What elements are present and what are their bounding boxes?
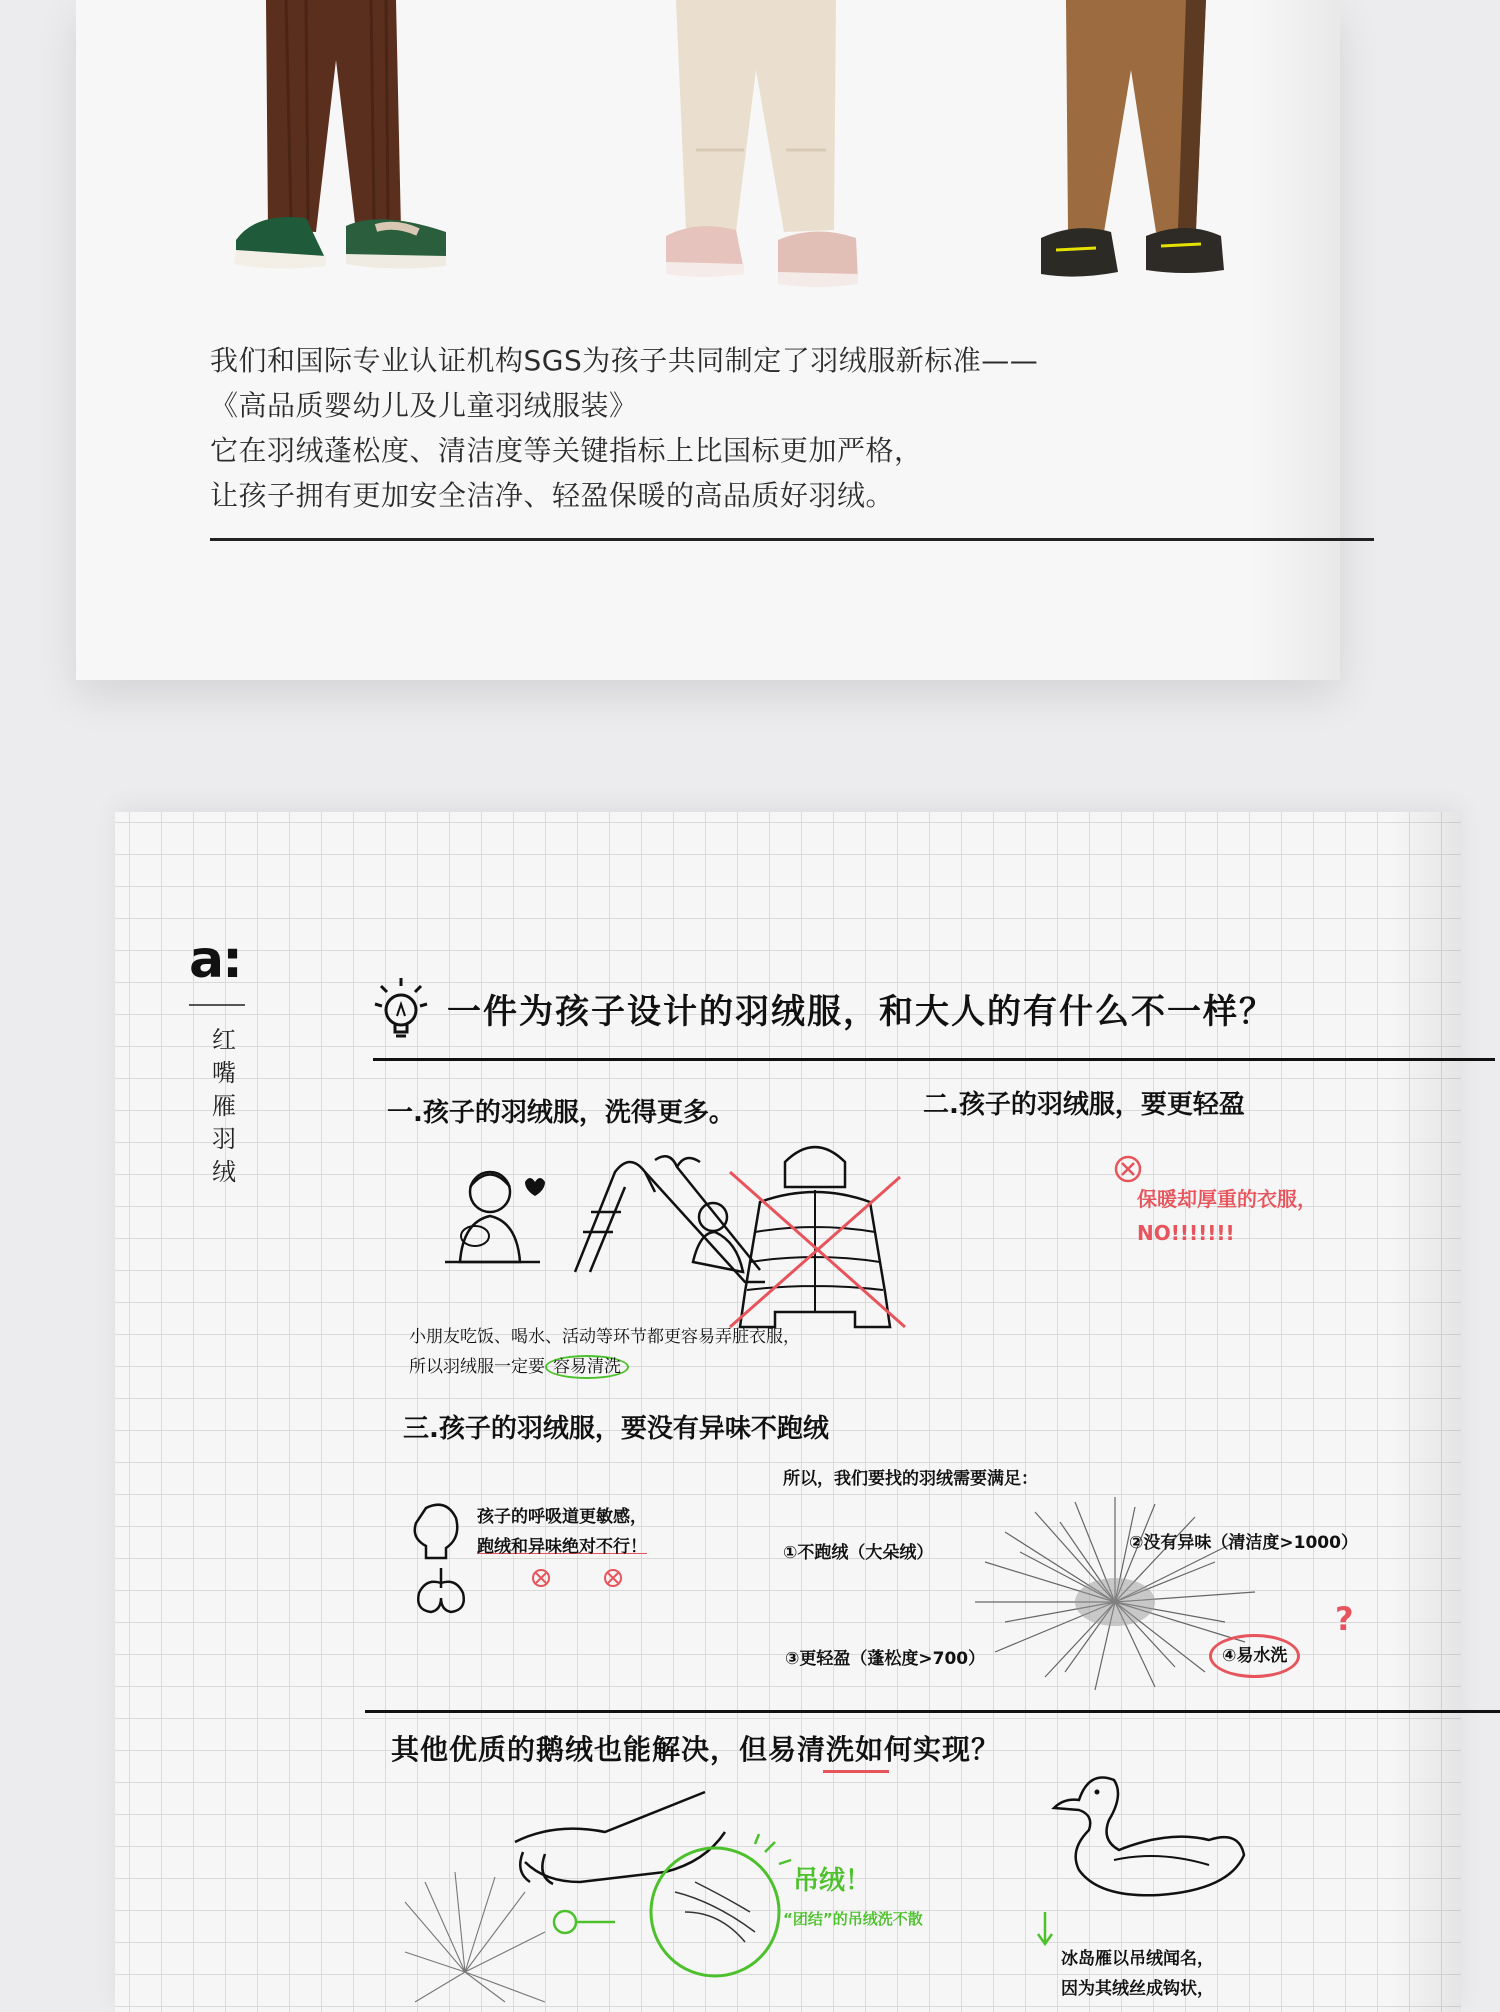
requirements-heading: 所以，我们要找的羽绒需要满足： <box>783 1469 1038 1489</box>
no-icons-small <box>529 1566 639 1590</box>
puffer-jacket-crossed-drawing <box>715 1132 915 1332</box>
kids-photo <box>196 0 1226 320</box>
hang-down-subtitle: “团结”的吊绒洗不散 <box>783 1910 923 1928</box>
requirement-3: ③更轻盈（蓬松度>700） <box>785 1649 986 1669</box>
intro-line-3: 它在羽绒蓬松度、清洁度等关键指标上比国标更加严格， <box>210 434 923 467</box>
lightbulb-icon <box>367 974 437 1044</box>
requirement-2: ②没有异味（清洁度>1000） <box>1129 1533 1358 1553</box>
section-2-title: 二.孩子的羽绒服，要更轻盈 <box>923 1090 1245 1120</box>
intro-line-1: 我们和国际专业认证机构SGS为孩子共同制定了羽绒服新标准—— <box>210 344 1039 377</box>
section-3-note: 孩子的呼吸道更敏感， 跑绒和异味绝对不行！ <box>477 1507 647 1557</box>
kid-left-legs <box>234 0 446 269</box>
second-question: 其他优质的鹅绒也能解决，但易清洗如何实现？ <box>391 1733 1001 1766</box>
logo-divider <box>189 1004 245 1006</box>
magnified-down-circle <box>635 1842 795 1982</box>
section-3-title: 三.孩子的羽绒服，要没有异味不跑绒 <box>403 1414 829 1444</box>
kid-middle-legs <box>666 0 858 287</box>
no-icon <box>1113 1154 1143 1184</box>
lungs-head-drawing <box>401 1498 481 1618</box>
intro-paragraph <box>210 338 1210 518</box>
question-underline <box>373 1058 1495 1061</box>
section-divider <box>365 1710 1500 1713</box>
hang-down-title: 吊绒！ <box>793 1866 872 1896</box>
requirement-1: ①不跑绒（大朵绒） <box>783 1543 934 1563</box>
easy-wash-underline <box>823 1770 889 1773</box>
kid-right-legs <box>1041 0 1224 277</box>
vertical-brand-name: 红 嘴 雁 羽 绒 <box>212 1026 236 1186</box>
intro-divider <box>210 538 1374 541</box>
notebook-page <box>115 812 1461 2012</box>
section-1-title: 一.孩子的羽绒服，洗得更多。 <box>387 1098 735 1128</box>
main-question: 一件为孩子设计的羽绒服，和大人的有什么不一样？ <box>447 992 1275 1032</box>
duck-note: 冰岛雁以吊绒闻名， 因为其绒丝成钩状， <box>1061 1949 1214 1999</box>
intro-line-4: 让孩子拥有更加安全洁净、轻盈保暖的高品质好羽绒。 <box>210 479 895 512</box>
requirement-4: ④易水洗 <box>1209 1634 1300 1678</box>
brochure-page-top <box>76 0 1340 680</box>
section-1-note: 小朋友吃饭、喝水、活动等环节都更容易弄脏衣服， 所以羽绒服一定要 容易清洗 <box>409 1327 800 1377</box>
green-down-arrow <box>1035 1912 1055 1948</box>
section-2-red-note: 保暖却厚重的衣服， NO!!!!!!! <box>1137 1187 1317 1245</box>
easy-wash-circled: 容易清洗 <box>545 1355 629 1379</box>
brand-logo: a: <box>189 930 241 990</box>
duck-drawing <box>1019 1760 1249 1910</box>
intro-line-2: 《高品质婴幼儿及儿童羽绒服装》 <box>210 389 638 422</box>
red-question-mark: ? <box>1335 1600 1354 1638</box>
